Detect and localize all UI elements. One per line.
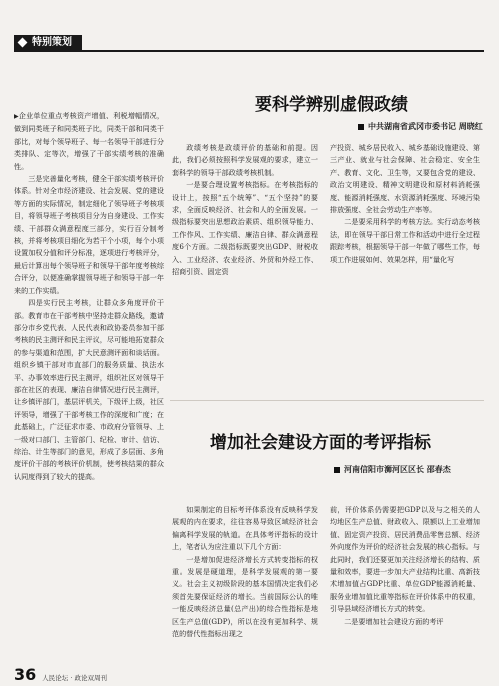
left-column [14, 110, 164, 483]
triangle-bullet-icon: ▶ [14, 113, 19, 120]
article-2-paragraph: 如果制定的目标考评体系没有反映科学发展观的内在要求，往往容易导致区域经济社会偏离科学发展的轨道。在具体考评指标的设计上，笔者认为应注重以下几个方面： [172, 505, 318, 552]
square-bullet-icon [334, 467, 340, 473]
left-paragraph-1-text: 企业单位重点考核资产增值、利税增幅情况，做到同类班子和同类班子比，同类干部和同类干部比，对每个领导班子、每一名领导干部进行分类排队、定等次，增强了干部实绩考核的准确性。 [14, 111, 164, 171]
article-1-paragraph: 一是要合理设置考核指标。在考核指标的设计上，按照“五个统筹”、“五个坚持”的要求，全面反映经济、社会和人的全面发展。一级指标要突出思想政治素质、组织领导能力、工作作风、工作实绩、廉洁自律、群众满意程度6个方面。二级指标既要突出GDP、财税收入、工业经济、农业经济、外贸和外经工作、招商引资、固定资 [172, 180, 318, 277]
article-1-title: 要科学辨别虚假政绩 [255, 95, 408, 115]
section-tab: 特别策划 [14, 35, 82, 50]
article-2-column-2 [330, 504, 480, 628]
left-paragraph-3: 四是实行民主考核，让群众多角度评价干部。教育市在干部考核中坚持走群众路线，邀请部分市乡党代表、人民代表和政协委员参加干部考核的民主测评和民主评议，尽可能地拓宽群众的参与渠道和范围，扩大民意测评面和谈话面。组织乡镇干部对市直部门的服务质量、执法水平、办事效率进行民主测评，组织社区对领导干部在社区的表现、廉洁自律情况进行民主测评，让乡镇评部门，基层评机关，下级评上级，社区评领导，增强了干部考核工作的深度和广度；在此基础上，广泛征求市委、市政府分管领导、上一级对口部门、主管部门、纪检、审计、信访、综治、计生等部门的意见，形成了多层面、多角度评价干部的考核评价机制，使考核结果的群众认同度得到了较大的提高。 [14, 298, 164, 481]
header-rule [14, 50, 484, 52]
publication-name: 人民论坛 · 政论双周刊 [42, 674, 107, 682]
square-bullet-icon [358, 124, 364, 130]
article-1-paragraph: 二是要采用科学的考核方法。实行动态考核法，即在领导干部日常工作和活动中进行全过程跟踪考核，根据领导干部一年做了哪些工作，每项工作进展如何、效果怎样，用“量化写 [330, 217, 480, 264]
article-2-paragraph: 二是要增加社会建设方面的考评 [344, 616, 444, 626]
article-divider [170, 400, 484, 401]
article-2-paragraph: 前，评价体系仍需要把GDP以及与之相关的人均地区生产总值、财政收入、限额以上工业增加值、固定资产投资、居民消费品零售总额、经济外向度作为评价的经济社会发展的核心指标。与此同时，我们还要更加关注经济增长的结构、质量和效率，要进一步加大产业结构比重、高新技术增加值占GDP比重、单位GDP能源消耗量、服务业增加值比重等指标在评价体系中的权重，引导县域经济增长方式的转变。 [330, 505, 480, 614]
left-paragraph-2: 三是完善量化考核，健全干部实绩考核评价体系。针对全市经济建设、社会发展、党的建设等方面的实际情况，制定细化了领导班子考核项目，将领导班子考核项目分为自身建设、工作实绩、干部群众满意程度三部分，实行百分制考核，并将考核项目细化为若干个小项，每个小项设置加权分值和评分标准，逐项进行考核评分，最后计算出每个领导班子和领导干部年度考核综合评分，以便准确掌握领导班子和领导干部一年来的工作实绩。 [14, 174, 164, 295]
article-1-column-1 [172, 142, 318, 278]
article-2-title: 增加社会建设方面的考评指标 [210, 433, 431, 453]
article-1-paragraph: 政绩考核是政绩评价的基础和前提。因此，我们必须按照科学发展观的要求，建立一套科学的领导干部政绩考核机制。 [172, 143, 318, 177]
page-footer [14, 665, 107, 684]
article-1-byline-text: 中共湖南省武冈市委书记 周晓红 [368, 122, 483, 131]
article-1-byline [358, 121, 483, 132]
page-header [0, 0, 499, 52]
article-1-paragraph: 产投资、城乡居民收入、城乡基础设施建设、第三产业、就业与社会保障、社会稳定、安全生产、教育、文化、卫生等，又要包含党的建设、政治文明建设、精神文明建设和原材料消耗强度、能源消耗强度、水资源消耗强度、环境污染排放强度、全社会劳动生产率等。 [330, 143, 480, 215]
article-2-byline-text: 河南信阳市浉河区区长 邵春杰 [344, 465, 451, 474]
article-2-byline [334, 464, 451, 475]
article-1-column-2 [330, 142, 480, 266]
article-2-paragraph: 一是增加促进经济增长方式转变指标的权重。发展是硬道理，是科学发展观的第一要义。社会主义初级阶段的基本国情决定我们必须首先要保证经济的增长。当前国际公认的唯一能反映经济总量(总产出)的综合性指标是地区生产总值(GDP)，所以在没有更加科学、规范的替代性指标出现之 [172, 554, 318, 639]
page-number: 36 [14, 665, 37, 684]
left-paragraph-1 [14, 110, 164, 173]
article-2-column-1 [172, 504, 318, 640]
